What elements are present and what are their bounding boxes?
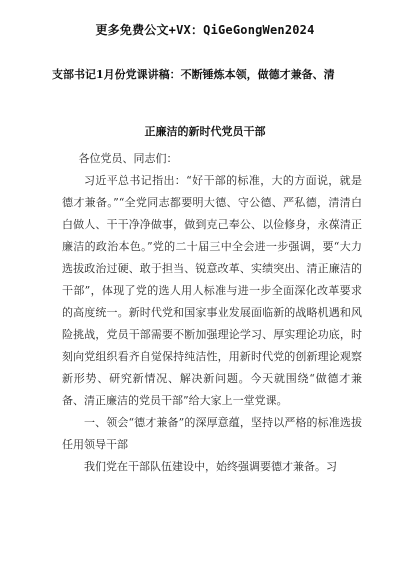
section-heading: 一、领会“德才兼备”的深厚意蕴，坚持以严格的标准选拔任用领导干部 <box>62 416 362 451</box>
document-title-line-2: 正廉洁的新时代党员干部 <box>144 125 266 138</box>
page-header-watermark: 更多免费公文+VX：QiGeGongWen2024 <box>95 23 315 37</box>
document-title-line-1: 支部书记1月份党课讲稿：不断锤炼本领，做德才兼备、清 <box>52 68 335 81</box>
document-body <box>62 148 362 478</box>
body-paragraph: 我们党在干部队伍建设中，始终强调要德才兼备。习 <box>84 460 337 473</box>
greeting: 各位党员、同志们： <box>78 152 178 165</box>
body-paragraph: 习近平总书记指出：“好干部的标准，大的方面说，就是德才兼备。”“全党同志都要明大德、守公德、严私德，清清白白做人、干干净净做事，做到克己奉公、以俭修身，永葆清正廉洁的政治本色。”党的二十届三中全会进一步强调，要“大力选拔政治过硬、敢于担当、锐意改革、实绩突出、清正廉洁的干部”，体现了党的选人用人标准与进一步全面深化改革要求的高度统一。新时代党和国家事业发展面临新的战略机遇和风险挑战，党员干部需要不断加强理论学习、厚实理论功底，时刻向党组织看齐自觉保持纯洁性，用新时代党的创新理论观察新形势、研究新情况、解决新问题。今天就围绕“做德才兼备、清正廉洁的党员干部”给大家上一堂党课。 <box>62 174 362 407</box>
